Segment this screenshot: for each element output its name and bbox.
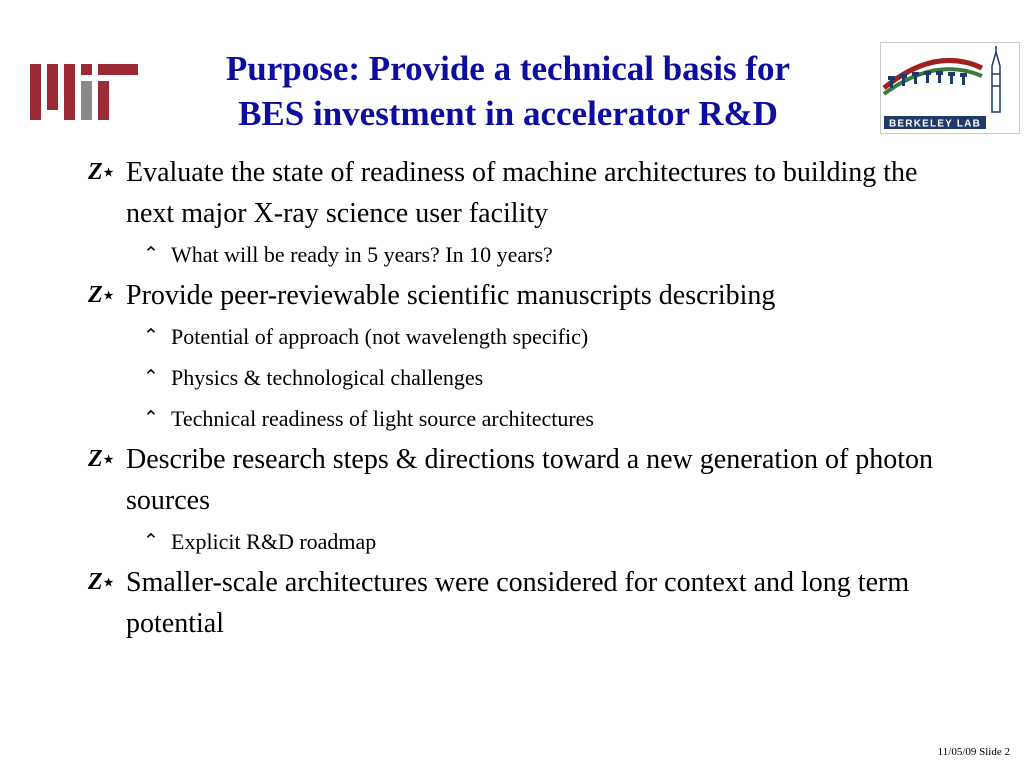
bullet-text: Describe research steps & directions toward a new generation of photon sources [126,444,934,516]
bullet-1 [88,152,948,234]
bullet-text: Provide peer-reviewable scientific manuscripts describing [126,280,776,311]
sub-bullet-2-2 [133,357,948,398]
bullet-text: Evaluate the state of readiness of machine architectures to building the next major X-ray science user facility [126,157,918,229]
slide-footer: 11/05/09 Slide 2 [937,746,1010,758]
sub-bullet-2-1 [133,316,948,357]
berkeley-lab-logo [880,42,1020,134]
title-line-2: BES investment in accelerator R&D [238,94,778,133]
sub-bullet-marker-icon: ⌃ [143,367,159,388]
sub-bullet-text: Potential of approach (not wavelength specific) [171,324,589,349]
bullet-2 [88,275,948,316]
sub-bullet-2-3 [133,398,948,439]
slide-title [150,46,866,136]
sub-bullet-3-1 [133,521,948,562]
slide-body [88,152,948,644]
sub-bullet-marker-icon: ⌃ [143,326,159,347]
sub-bullet-text: Physics & technological challenges [171,365,484,390]
sub-bullet-marker-icon: ⌃ [143,531,159,552]
sub-bullet-1-1 [133,234,948,275]
lab-logo-text: BERKELEY LAB [888,118,982,130]
sub-bullet-marker-icon: ⌃ [143,244,159,265]
bullet-text: Smaller-scale architectures were considered for context and long term potential [126,567,910,639]
bullet-4 [88,562,948,644]
bullet-marker-icon: Z★ [88,446,114,472]
sub-bullet-text: What will be ready in 5 years? In 10 years? [171,242,553,267]
sub-bullet-marker-icon: ⌃ [143,408,159,429]
bullet-3 [88,439,948,521]
sub-bullet-text: Explicit R&D roadmap [171,529,377,554]
title-line-1: Purpose: Provide a technical basis for [225,49,791,88]
bullet-marker-icon: Z★ [88,569,114,595]
sub-bullet-text: Technical readiness of light source architectures [171,406,594,431]
bullet-marker-icon: Z★ [88,159,114,185]
bullet-marker-icon: Z★ [88,282,114,308]
mit-logo [30,64,138,120]
